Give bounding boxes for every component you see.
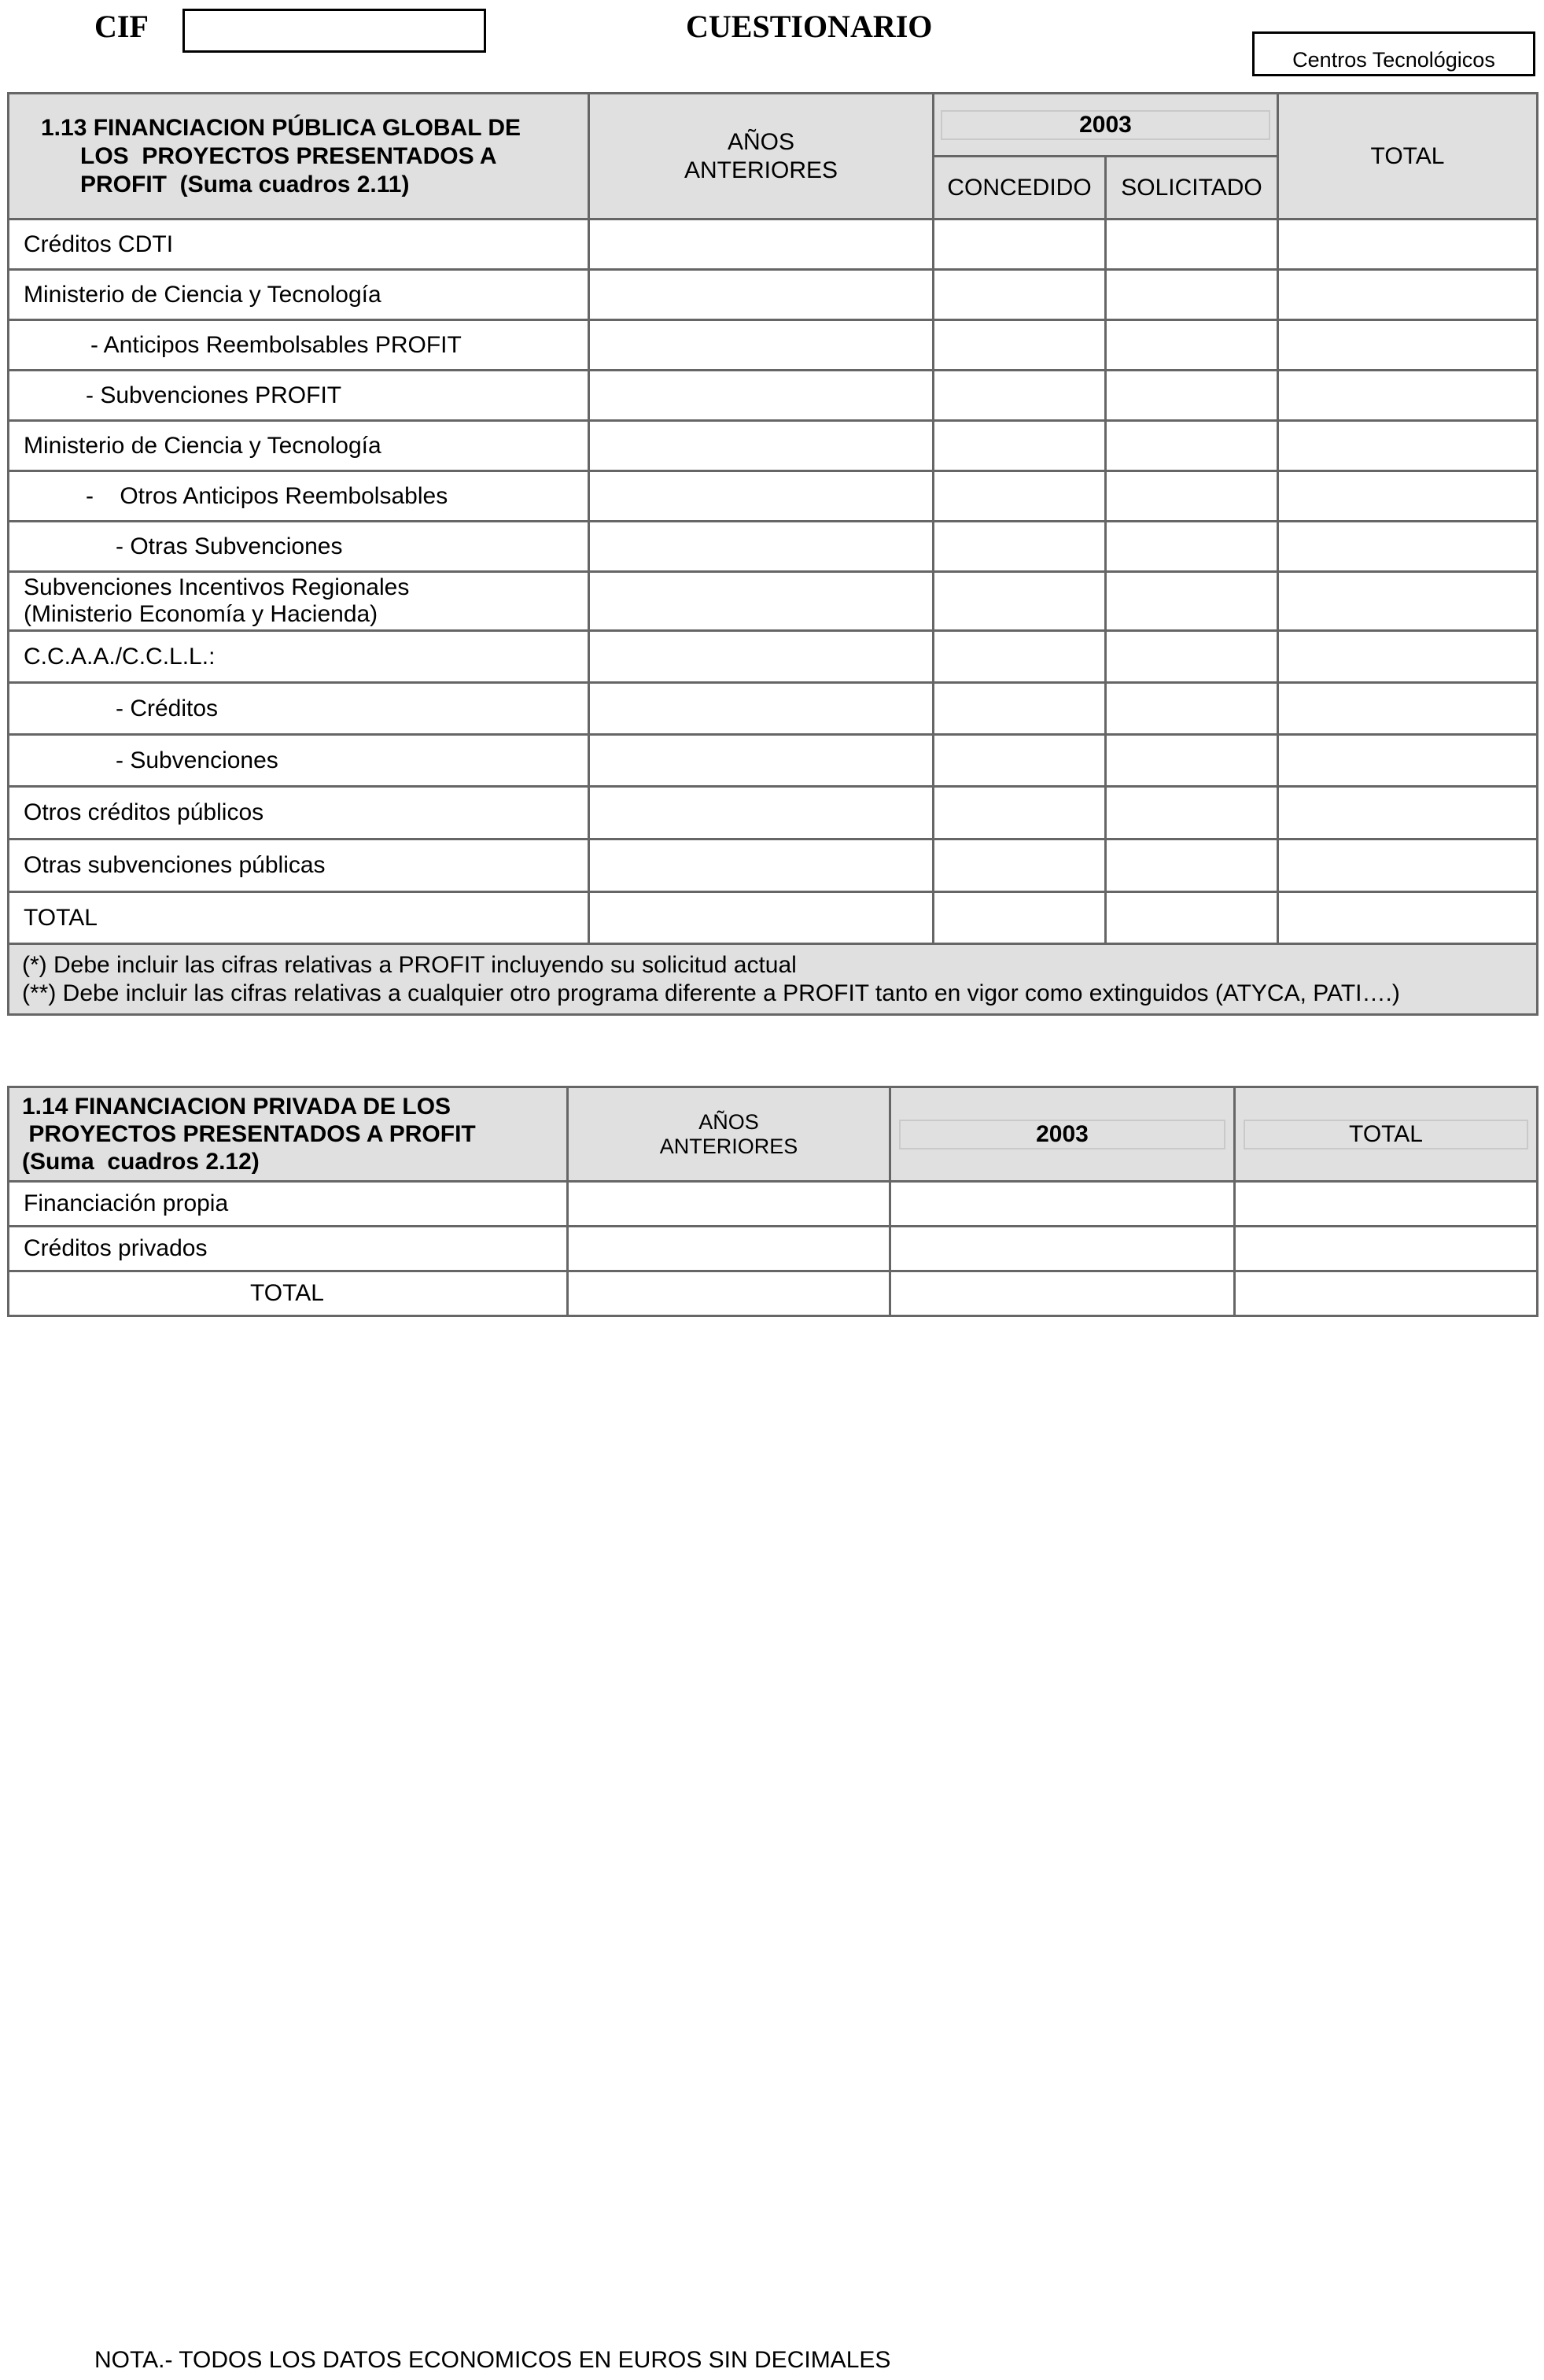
cell-requested[interactable] <box>1106 270 1278 320</box>
row-label: - Otros Anticipos Reembolsables <box>9 471 589 522</box>
note-line-2: (**) Debe incluir las cifras relativas a cualquier otro programa diferente a PROFIT tanto en vigor como extinguidos (ATYCA, PATI….) <box>22 980 1400 1006</box>
category-label: Centros Tecnológicos <box>1292 48 1495 72</box>
row-label: - Créditos <box>9 683 589 735</box>
col-header-year-label: 2003 <box>899 1120 1225 1149</box>
cell-prev-years[interactable] <box>589 270 934 320</box>
table-113-title-line2: LOS PROYECTOS PRESENTADOS A <box>80 142 497 169</box>
cell-total[interactable] <box>1235 1227 1538 1271</box>
cell-total[interactable] <box>1278 471 1538 522</box>
table-row <box>9 320 1538 371</box>
row-label <box>9 572 589 631</box>
note-line-1: (*) Debe incluir las cifras relativas a PROFIT incluyendo su solicitud actual <box>22 951 797 978</box>
cif-input-box[interactable] <box>182 9 486 53</box>
col-header-total: TOTAL <box>1278 94 1538 220</box>
cell-granted[interactable] <box>934 683 1106 735</box>
cell-year[interactable] <box>890 1227 1235 1271</box>
cell-total[interactable] <box>1278 320 1538 371</box>
cell-total[interactable] <box>1278 220 1538 270</box>
row-label: Financiación propia <box>9 1182 568 1227</box>
row-label-line1: Subvenciones Incentivos Regionales <box>24 574 410 600</box>
col-header-year-label: 2003 <box>941 110 1270 140</box>
table-row <box>9 371 1538 421</box>
row-label: Créditos CDTI <box>9 220 589 270</box>
table-row <box>9 1227 1538 1271</box>
table-114-title <box>9 1087 568 1182</box>
cell-prev-years[interactable] <box>589 320 934 371</box>
cell-granted[interactable] <box>934 320 1106 371</box>
cell-year[interactable] <box>890 1182 1235 1227</box>
col-header-total-label: TOTAL <box>1244 1120 1528 1149</box>
table-113-title-line1: 1.13 FINANCIACION PÚBLICA GLOBAL DE <box>41 114 521 141</box>
cell-granted[interactable] <box>934 522 1106 572</box>
table-row <box>9 522 1538 572</box>
table-row <box>9 270 1538 320</box>
table-113-title <box>9 94 589 220</box>
cell-prev-years[interactable] <box>589 892 934 944</box>
row-label: - Subvenciones PROFIT <box>9 371 589 421</box>
cell-total[interactable] <box>1278 839 1538 892</box>
table-row <box>9 421 1538 471</box>
cell-prev-years[interactable] <box>568 1182 890 1227</box>
cell-requested[interactable] <box>1106 572 1278 631</box>
table-row <box>9 471 1538 522</box>
table-row <box>9 839 1538 892</box>
table-row <box>9 220 1538 270</box>
col-header-prev-years-line2: ANTERIORES <box>659 1134 798 1158</box>
cell-requested[interactable] <box>1106 522 1278 572</box>
cell-total[interactable] <box>1235 1271 1538 1316</box>
cell-prev-years[interactable] <box>589 371 934 421</box>
table-row <box>9 1182 1538 1227</box>
cell-granted[interactable] <box>934 220 1106 270</box>
row-label: TOTAL <box>9 1271 568 1316</box>
row-label: Ministerio de Ciencia y Tecnología <box>9 270 589 320</box>
cif-label: CIF <box>94 9 149 44</box>
cell-requested[interactable] <box>1106 471 1278 522</box>
row-label: - Otras Subvenciones <box>9 522 589 572</box>
col-header-year <box>934 94 1278 157</box>
cell-prev-years[interactable] <box>589 421 934 471</box>
cell-total[interactable] <box>1278 270 1538 320</box>
cell-requested[interactable] <box>1106 683 1278 735</box>
cell-granted[interactable] <box>934 371 1106 421</box>
table-114-title-line3: (Suma cuadros 2.12) <box>22 1149 260 1175</box>
table-public-financing <box>7 92 1538 1016</box>
page-title: CUESTIONARIO <box>686 9 933 44</box>
table-row <box>9 683 1538 735</box>
cell-requested[interactable] <box>1106 421 1278 471</box>
cell-granted[interactable] <box>934 631 1106 683</box>
cell-prev-years[interactable] <box>589 735 934 787</box>
cell-total[interactable] <box>1278 631 1538 683</box>
cell-total[interactable] <box>1278 421 1538 471</box>
table-row-total <box>9 892 1538 944</box>
row-label: - Anticipos Reembolsables PROFIT <box>9 320 589 371</box>
cell-prev-years[interactable] <box>589 839 934 892</box>
row-label: Otras subvenciones públicas <box>9 839 589 892</box>
row-label: C.C.A.A./C.C.L.L.: <box>9 631 589 683</box>
col-header-prev-years <box>568 1087 890 1182</box>
col-header-requested: SOLICITADO <box>1106 157 1278 220</box>
cell-requested[interactable] <box>1106 892 1278 944</box>
row-label: - Subvenciones <box>9 735 589 787</box>
cell-granted[interactable] <box>934 270 1106 320</box>
row-label: Ministerio de Ciencia y Tecnología <box>9 421 589 471</box>
table-row-total <box>9 1271 1538 1316</box>
footer-note: NOTA.- TODOS LOS DATOS ECONOMICOS EN EUROS SIN DECIMALES <box>94 2347 891 2373</box>
row-label: Créditos privados <box>9 1227 568 1271</box>
cell-granted[interactable] <box>934 471 1106 522</box>
table-row <box>9 631 1538 683</box>
cell-requested[interactable] <box>1106 735 1278 787</box>
table-113-title-line3: PROFIT (Suma cuadros 2.11) <box>80 171 410 197</box>
cell-prev-years[interactable] <box>589 631 934 683</box>
col-header-prev-years-line1: AÑOS <box>727 128 795 155</box>
row-label-line2: (Ministerio Economía y Hacienda) <box>24 601 378 627</box>
cell-year[interactable] <box>890 1271 1235 1316</box>
row-label: Otros créditos públicos <box>9 787 589 839</box>
cell-granted[interactable] <box>934 735 1106 787</box>
cell-requested[interactable] <box>1106 220 1278 270</box>
table-114-title-line1: 1.14 FINANCIACION PRIVADA DE LOS <box>22 1094 451 1120</box>
cell-total[interactable] <box>1278 735 1538 787</box>
table-row <box>9 572 1538 631</box>
table-113-notes <box>9 944 1538 1015</box>
cell-requested[interactable] <box>1106 839 1278 892</box>
cell-total[interactable] <box>1278 371 1538 421</box>
cell-requested[interactable] <box>1106 787 1278 839</box>
col-header-granted: CONCEDIDO <box>934 157 1106 220</box>
table-row <box>9 735 1538 787</box>
cell-total[interactable] <box>1278 522 1538 572</box>
cell-granted[interactable] <box>934 572 1106 631</box>
table-114-title-line2: PROYECTOS PRESENTADOS A PROFIT <box>22 1121 476 1147</box>
table-private-financing <box>7 1086 1538 1317</box>
category-box <box>1252 31 1535 76</box>
cell-total[interactable] <box>1278 787 1538 839</box>
col-header-prev-years <box>589 94 934 220</box>
cell-requested[interactable] <box>1106 631 1278 683</box>
cell-total[interactable] <box>1235 1182 1538 1227</box>
cell-prev-years[interactable] <box>589 787 934 839</box>
col-header-prev-years-line1: AÑOS <box>698 1109 759 1134</box>
cell-prev-years[interactable] <box>589 572 934 631</box>
cell-prev-years[interactable] <box>568 1271 890 1316</box>
cell-granted[interactable] <box>934 787 1106 839</box>
col-header-prev-years-line2: ANTERIORES <box>684 157 838 183</box>
col-header-total <box>1235 1087 1538 1182</box>
cell-granted[interactable] <box>934 892 1106 944</box>
cell-granted[interactable] <box>934 421 1106 471</box>
col-header-year <box>890 1087 1235 1182</box>
cell-prev-years[interactable] <box>589 522 934 572</box>
cell-prev-years[interactable] <box>589 220 934 270</box>
cell-total[interactable] <box>1278 892 1538 944</box>
cell-prev-years[interactable] <box>589 471 934 522</box>
cell-requested[interactable] <box>1106 320 1278 371</box>
row-label: TOTAL <box>9 892 589 944</box>
cell-granted[interactable] <box>934 839 1106 892</box>
cell-requested[interactable] <box>1106 371 1278 421</box>
cell-total[interactable] <box>1278 572 1538 631</box>
cell-prev-years[interactable] <box>568 1227 890 1271</box>
cell-prev-years[interactable] <box>589 683 934 735</box>
table-row <box>9 787 1538 839</box>
cell-total[interactable] <box>1278 683 1538 735</box>
